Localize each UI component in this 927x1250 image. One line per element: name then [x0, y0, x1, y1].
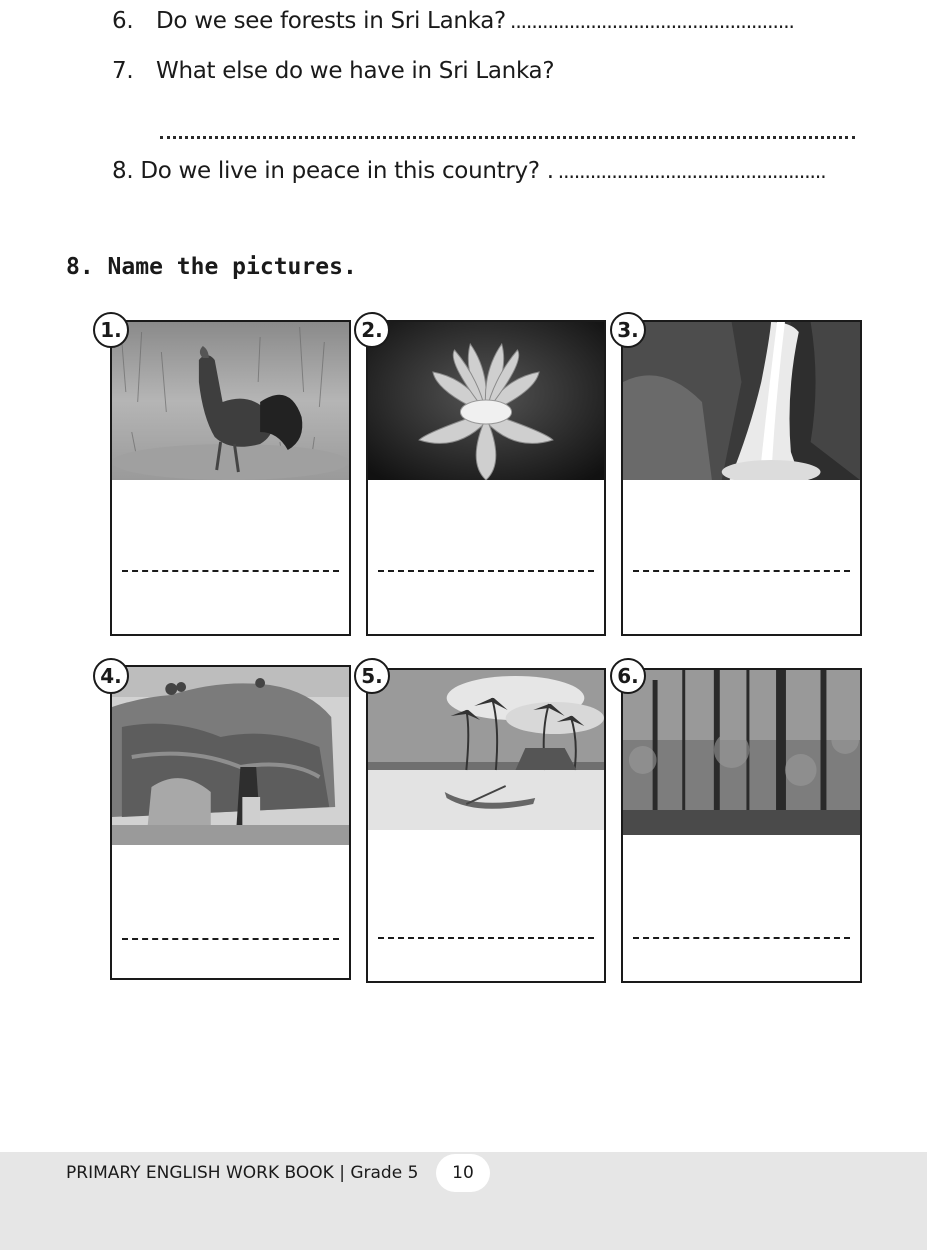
picture-card-4 — [110, 665, 351, 980]
picture-card-3 — [621, 320, 862, 636]
number-badge: 5. — [354, 658, 390, 694]
picture-card-1 — [110, 320, 351, 636]
question-text: 8. Do we live in peace in this country? . — [112, 158, 554, 184]
picture-card-6 — [621, 668, 862, 983]
question-6 — [112, 8, 858, 34]
jungle-fowl-photo — [112, 322, 349, 480]
answer-line[interactable] — [122, 938, 339, 940]
answer-line[interactable] — [378, 937, 594, 939]
answer-line[interactable] — [378, 570, 594, 572]
forest-photo — [623, 670, 860, 835]
water-lily-photo — [368, 322, 604, 480]
question-number: 7. — [112, 58, 134, 84]
number-badge: 2. — [354, 312, 390, 348]
answer-line[interactable] — [633, 570, 850, 572]
question-number: 6. — [112, 8, 134, 34]
sigiriya-rock-photo — [112, 667, 349, 845]
number-badge: 1. — [93, 312, 129, 348]
question-8 — [112, 158, 863, 184]
number-badge: 4. — [93, 658, 129, 694]
answer-line[interactable] — [633, 937, 850, 939]
waterfall-photo — [623, 322, 860, 480]
section-title: 8. Name the pictures. — [66, 254, 357, 280]
question-text: What else do we have in Sri Lanka? — [156, 58, 555, 84]
answer-line[interactable] — [122, 570, 339, 572]
number-badge: 3. — [610, 312, 646, 348]
footer-title: PRIMARY ENGLISH WORK BOOK | Grade 5 — [66, 1163, 419, 1183]
question-7 — [112, 58, 554, 84]
beach-photo — [368, 670, 604, 830]
answer-dots[interactable]: ..................................................... — [509, 9, 794, 33]
picture-card-5 — [366, 668, 606, 983]
answer-line[interactable] — [160, 114, 855, 139]
answer-dots[interactable]: .................................................. — [557, 159, 826, 183]
number-badge: 6. — [610, 658, 646, 694]
question-text: Do we see forests in Sri Lanka? — [156, 8, 506, 34]
page-number: 10 — [436, 1154, 490, 1192]
picture-card-2 — [366, 320, 606, 636]
